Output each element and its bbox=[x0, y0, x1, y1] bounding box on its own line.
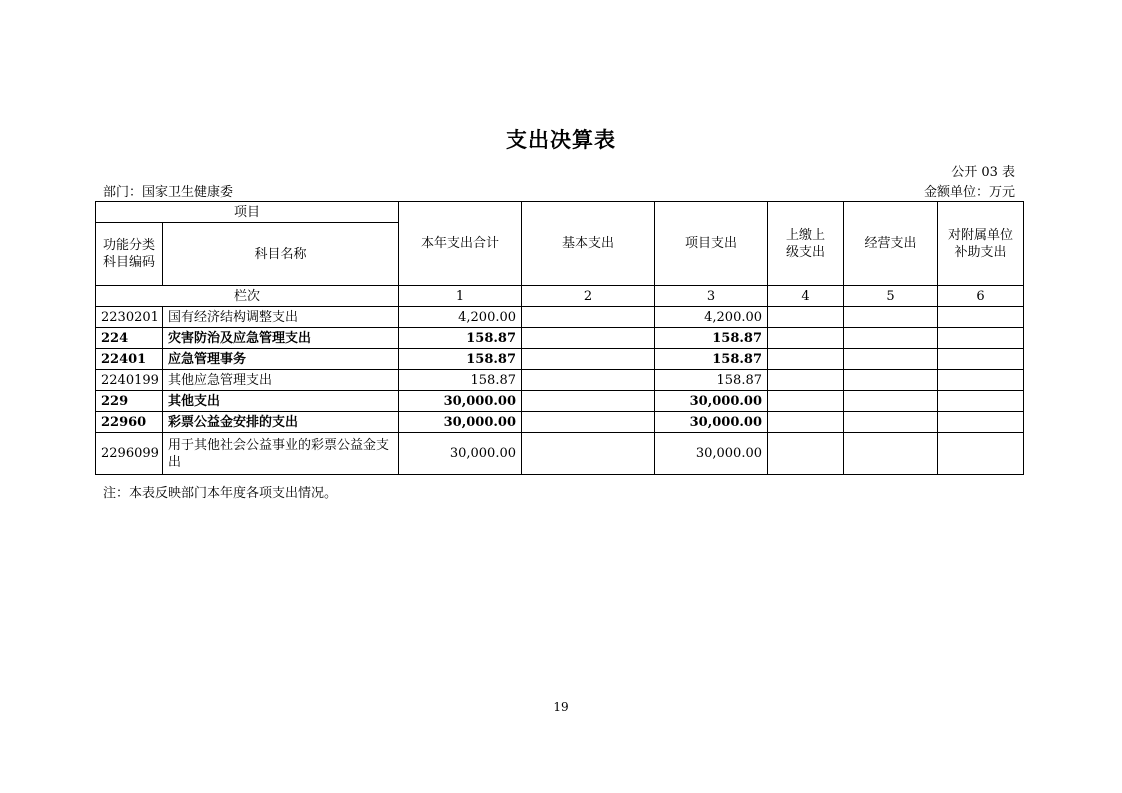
cell-project: 30,000.00 bbox=[655, 412, 768, 433]
table-number: 公开 03 表 bbox=[951, 165, 1015, 180]
cell-code: 229 bbox=[96, 391, 163, 412]
cell-project: 4,200.00 bbox=[655, 307, 768, 328]
header-name: 科目名称 bbox=[163, 223, 399, 286]
table-row bbox=[96, 412, 1024, 433]
cell-total: 158.87 bbox=[399, 349, 522, 370]
cell-project: 30,000.00 bbox=[655, 391, 768, 412]
header-code-line2: 科目编码 bbox=[102, 255, 155, 270]
cell-upper bbox=[768, 307, 844, 328]
cell-basic bbox=[522, 433, 655, 475]
cell-name: 国有经济结构调整支出 bbox=[163, 307, 399, 328]
department-label: 部门：国家卫生健康委 bbox=[103, 185, 234, 200]
header-code bbox=[96, 223, 163, 286]
table-row bbox=[96, 391, 1024, 412]
cell-upper bbox=[768, 433, 844, 475]
cell-total: 158.87 bbox=[399, 370, 522, 391]
cell-subsidy bbox=[938, 349, 1024, 370]
cell-project: 158.87 bbox=[655, 328, 768, 349]
cell-project: 30,000.00 bbox=[655, 433, 768, 475]
cell-code: 2296099 bbox=[96, 433, 163, 475]
cell-upper bbox=[768, 349, 844, 370]
cell-upper bbox=[768, 370, 844, 391]
header-basic: 基本支出 bbox=[522, 202, 655, 286]
col-num-3: 3 bbox=[655, 286, 768, 307]
page-number: 19 bbox=[553, 700, 569, 714]
cell-operation bbox=[844, 328, 938, 349]
table-row bbox=[96, 433, 1024, 475]
cell-operation bbox=[844, 391, 938, 412]
cell-basic bbox=[522, 370, 655, 391]
header-upper bbox=[768, 202, 844, 286]
cell-operation bbox=[844, 307, 938, 328]
header-item: 项目 bbox=[96, 202, 399, 223]
cell-code: 2240199 bbox=[96, 370, 163, 391]
cell-name: 应急管理事务 bbox=[163, 349, 399, 370]
footnote: 注：本表反映部门本年度各项支出情况。 bbox=[103, 486, 338, 501]
cell-basic bbox=[522, 328, 655, 349]
cell-total: 4,200.00 bbox=[399, 307, 522, 328]
cell-upper bbox=[768, 412, 844, 433]
cell-total: 30,000.00 bbox=[399, 391, 522, 412]
cell-upper bbox=[768, 391, 844, 412]
cell-subsidy bbox=[938, 433, 1024, 475]
page-title: 支出决算表 bbox=[506, 128, 616, 152]
cell-operation bbox=[844, 412, 938, 433]
cell-subsidy bbox=[938, 307, 1024, 328]
cell-project: 158.87 bbox=[655, 349, 768, 370]
cell-code: 2230201 bbox=[96, 307, 163, 328]
header-project: 项目支出 bbox=[655, 202, 768, 286]
header-subsidy-line1: 对附属单位 bbox=[948, 227, 1014, 243]
cell-code: 224 bbox=[96, 328, 163, 349]
cell-subsidy bbox=[938, 412, 1024, 433]
cell-subsidy bbox=[938, 391, 1024, 412]
cell-operation bbox=[844, 433, 938, 475]
cell-name: 其他应急管理支出 bbox=[163, 370, 399, 391]
cell-basic bbox=[522, 412, 655, 433]
header-code-line1: 功能分类 bbox=[102, 238, 155, 253]
header-operation: 经营支出 bbox=[844, 202, 938, 286]
col-num-1: 1 bbox=[399, 286, 522, 307]
cell-total: 30,000.00 bbox=[399, 433, 522, 475]
cell-total: 158.87 bbox=[399, 328, 522, 349]
cell-name: 其他支出 bbox=[163, 391, 399, 412]
col-index-label: 栏次 bbox=[96, 286, 399, 307]
cell-basic bbox=[522, 307, 655, 328]
table-body bbox=[96, 307, 1024, 475]
cell-subsidy bbox=[938, 328, 1024, 349]
expenditure-table bbox=[95, 201, 1024, 475]
cell-operation bbox=[844, 349, 938, 370]
col-num-2: 2 bbox=[522, 286, 655, 307]
cell-code: 22960 bbox=[96, 412, 163, 433]
table-row bbox=[96, 370, 1024, 391]
table-row bbox=[96, 307, 1024, 328]
cell-project: 158.87 bbox=[655, 370, 768, 391]
cell-name: 彩票公益金安排的支出 bbox=[163, 412, 399, 433]
header-upper-line1: 上缴上 bbox=[786, 227, 826, 243]
header-subsidy bbox=[938, 202, 1024, 286]
cell-upper bbox=[768, 328, 844, 349]
header-subsidy-line2: 补助支出 bbox=[954, 244, 1007, 260]
cell-name: 灾害防治及应急管理支出 bbox=[163, 328, 399, 349]
cell-total: 30,000.00 bbox=[399, 412, 522, 433]
col-num-5: 5 bbox=[844, 286, 938, 307]
cell-operation bbox=[844, 370, 938, 391]
cell-subsidy bbox=[938, 370, 1024, 391]
cell-name: 用于其他社会公益事业的彩票公益金支出 bbox=[163, 433, 399, 475]
unit-label: 金额单位：万元 bbox=[923, 185, 1015, 200]
table-row bbox=[96, 328, 1024, 349]
header-total: 本年支出合计 bbox=[399, 202, 522, 286]
col-num-6: 6 bbox=[938, 286, 1024, 307]
table-row bbox=[96, 349, 1024, 370]
header-upper-line2: 级支出 bbox=[786, 244, 826, 260]
col-num-4: 4 bbox=[768, 286, 844, 307]
cell-basic bbox=[522, 349, 655, 370]
cell-basic bbox=[522, 391, 655, 412]
cell-code: 22401 bbox=[96, 349, 163, 370]
